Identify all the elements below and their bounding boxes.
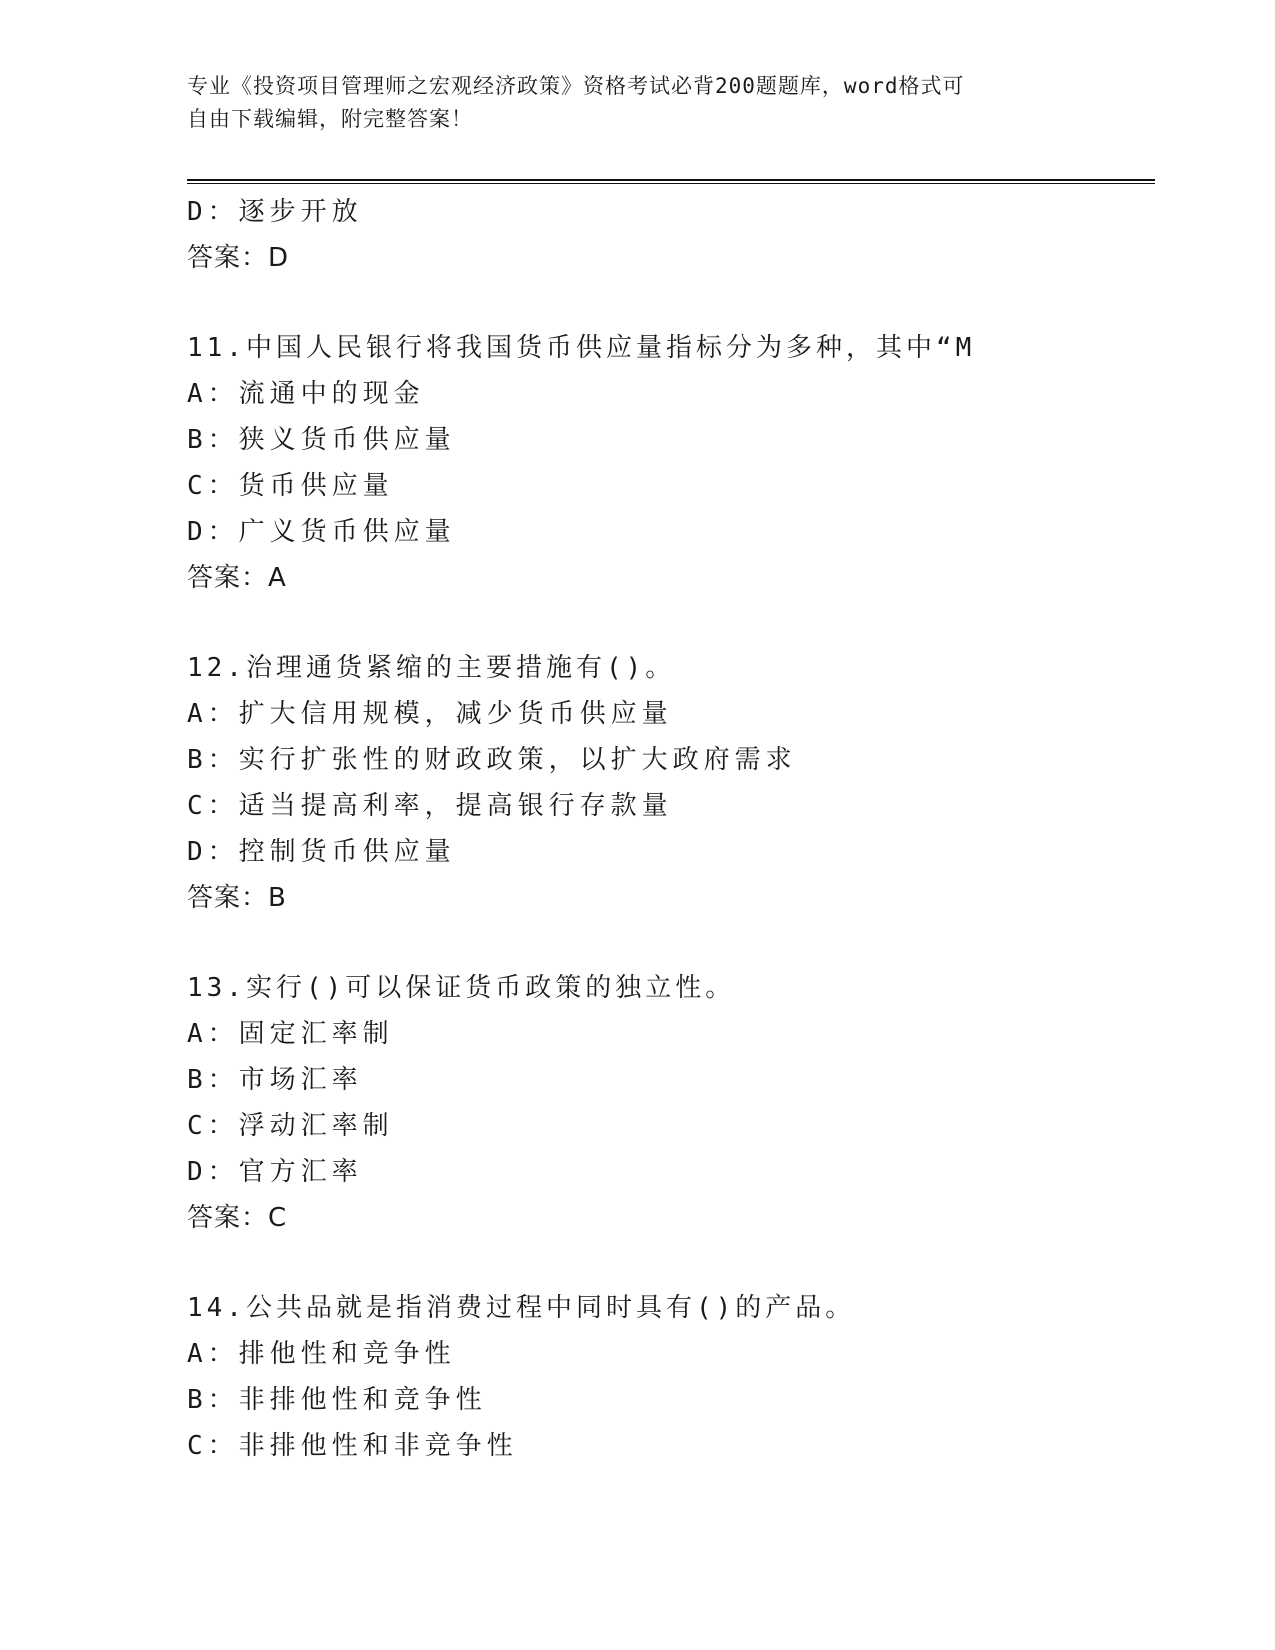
header-line-1: 专业《投资项目管理师之宏观经济政策》资格考试必背200题题库，word格式可 bbox=[187, 74, 965, 98]
option-d: D：控制货币供应量 bbox=[187, 837, 456, 867]
option-a: A：扩大信用规模，减少货币供应量 bbox=[187, 699, 673, 729]
option-b: B：狭义货币供应量 bbox=[187, 425, 456, 455]
header-divider bbox=[187, 179, 1155, 184]
question-list bbox=[187, 189, 1155, 1469]
previous-answer: 答案：D bbox=[187, 243, 290, 273]
option-b: B：非排他性和竞争性 bbox=[187, 1385, 487, 1415]
question-title: 11.中国人民银行将我国货币供应量指标分为多种，其中“M bbox=[187, 333, 976, 363]
question-11 bbox=[187, 325, 1155, 601]
question-title: 13.实行()可以保证货币政策的独立性。 bbox=[187, 973, 736, 1003]
option-d: D：广义货币供应量 bbox=[187, 517, 456, 547]
option-a: A：排他性和竞争性 bbox=[187, 1339, 456, 1369]
option-c: C：货币供应量 bbox=[187, 471, 394, 501]
question-title: 12.治理通货紧缩的主要措施有()。 bbox=[187, 653, 676, 683]
document-header bbox=[187, 70, 1087, 136]
option-b: B：市场汇率 bbox=[187, 1065, 363, 1095]
option-b: B：实行扩张性的财政政策，以扩大政府需求 bbox=[187, 745, 797, 775]
answer: 答案：B bbox=[187, 883, 287, 913]
previous-option-d: D：逐步开放 bbox=[187, 197, 363, 227]
question-title: 14.公共品就是指消费过程中同时具有()的产品。 bbox=[187, 1293, 856, 1323]
option-c: C：适当提高利率，提高银行存款量 bbox=[187, 791, 673, 821]
question-13 bbox=[187, 965, 1155, 1241]
answer: 答案：C bbox=[187, 1203, 288, 1233]
option-c: C：非排他性和非竞争性 bbox=[187, 1431, 518, 1461]
header-line-2: 自由下载编辑，附完整答案！ bbox=[187, 107, 473, 131]
option-a: A：固定汇率制 bbox=[187, 1019, 394, 1049]
option-c: C：浮动汇率制 bbox=[187, 1111, 394, 1141]
option-a: A：流通中的现金 bbox=[187, 379, 425, 409]
question-12 bbox=[187, 645, 1155, 921]
option-d: D：官方汇率 bbox=[187, 1157, 363, 1187]
question-14 bbox=[187, 1285, 1155, 1469]
answer: 答案：A bbox=[187, 563, 287, 593]
